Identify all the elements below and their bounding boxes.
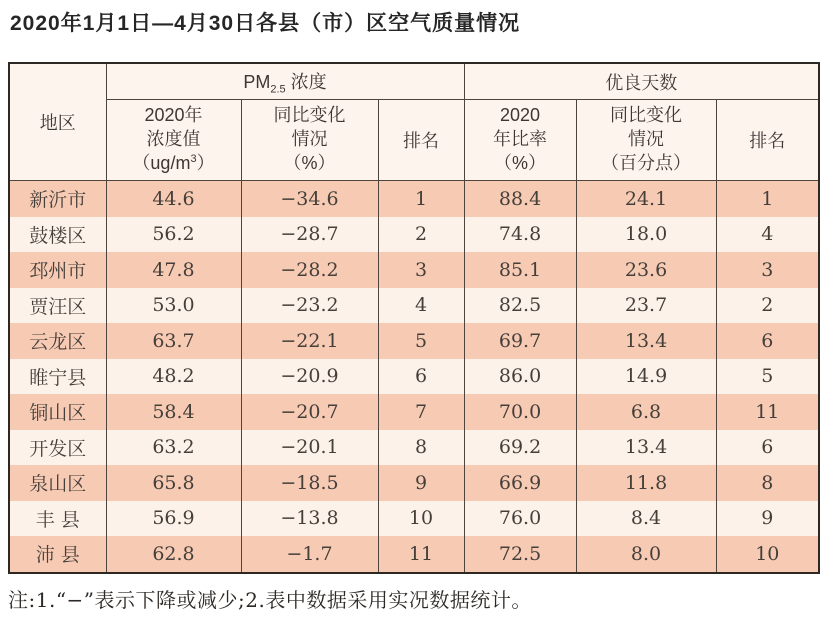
pm-value-cell: 47.8 <box>106 252 241 288</box>
good-change-cell: 24.1 <box>576 181 716 217</box>
good-rank-cell: 2 <box>716 288 819 324</box>
good-ratio-cell: 70.0 <box>464 394 576 430</box>
pm-change-cell: −34.6 <box>241 181 378 217</box>
pm-value-cell: 56.2 <box>106 217 241 253</box>
pm-value-line2: 浓度值 <box>146 129 201 150</box>
pm-rank-cell: 9 <box>378 465 464 501</box>
good-ratio-cell: 85.1 <box>464 252 576 288</box>
pm-rank-cell: 8 <box>378 430 464 466</box>
col-header-good-change <box>576 100 716 181</box>
pm-change-cell: −1.7 <box>241 536 378 573</box>
pm-subscript: 2.5 <box>270 83 286 96</box>
pm-rank-cell: 7 <box>378 394 464 430</box>
pm-suffix-label: 浓度 <box>285 71 327 92</box>
good-ratio-cell: 72.5 <box>464 536 576 573</box>
pm-rank-cell: 4 <box>378 288 464 324</box>
group-header-row <box>9 63 819 100</box>
table-row <box>9 394 819 430</box>
good-change-cell: 11.8 <box>576 465 716 501</box>
table-row <box>9 288 819 324</box>
pm-value-cell: 44.6 <box>106 181 241 217</box>
table-row <box>9 536 819 573</box>
pm-rank-cell: 11 <box>378 536 464 573</box>
good-change-cell: 8.0 <box>576 536 716 573</box>
table-row <box>9 323 819 359</box>
pm-value-cell: 58.4 <box>106 394 241 430</box>
pm-value-cell: 48.2 <box>106 359 241 395</box>
good-ratio-cell: 82.5 <box>464 288 576 324</box>
good-change-cell: 23.6 <box>576 252 716 288</box>
region-cell: 邳州市 <box>9 252 106 288</box>
table-row <box>9 430 819 466</box>
pm-value-cell: 63.2 <box>106 430 241 466</box>
pm-value-line1: 2020年 <box>144 105 203 126</box>
pm-change-cell: −20.9 <box>241 359 378 395</box>
good-change-unit: （百分点） <box>601 152 692 173</box>
table-row <box>9 217 819 253</box>
col-header-good-ratio <box>464 100 576 181</box>
region-cell: 泉山区 <box>9 465 106 501</box>
good-rank-cell: 9 <box>716 501 819 537</box>
good-change-cell: 13.4 <box>576 323 716 359</box>
good-ratio-cell: 69.2 <box>464 430 576 466</box>
pm-rank-cell: 10 <box>378 501 464 537</box>
good-ratio-line2: 年比率 <box>493 129 548 150</box>
pm-value-cell: 53.0 <box>106 288 241 324</box>
good-ratio-cell: 76.0 <box>464 501 576 537</box>
good-rank-cell: 10 <box>716 536 819 573</box>
region-cell: 沛 县 <box>9 536 106 573</box>
good-ratio-cell: 66.9 <box>464 465 576 501</box>
region-cell: 丰 县 <box>9 501 106 537</box>
pm-change-cell: −20.1 <box>241 430 378 466</box>
good-rank-cell: 8 <box>716 465 819 501</box>
pm-rank-cell: 2 <box>378 217 464 253</box>
good-change-cell: 23.7 <box>576 288 716 324</box>
table-row <box>9 359 819 395</box>
region-cell: 鼓楼区 <box>9 217 106 253</box>
pm-rank-cell: 3 <box>378 252 464 288</box>
table-row <box>9 501 819 537</box>
region-cell: 开发区 <box>9 430 106 466</box>
pm-change-cell: −22.1 <box>241 323 378 359</box>
good-rank-cell: 3 <box>716 252 819 288</box>
region-cell: 新沂市 <box>9 181 106 217</box>
footnote: 注:1.“−”表示下降或减少;2.表中数据采用实况数据统计。 <box>8 588 532 612</box>
pm-rank-cell: 6 <box>378 359 464 395</box>
region-cell: 贾汪区 <box>9 288 106 324</box>
page-title: 2020年1月1日—4月30日各县（市）区空气质量情况 <box>10 12 521 35</box>
good-ratio-unit: （%） <box>494 152 547 173</box>
good-change-cell: 18.0 <box>576 217 716 253</box>
good-ratio-cell: 69.7 <box>464 323 576 359</box>
good-rank-cell: 6 <box>716 323 819 359</box>
pm-value-unit <box>107 152 241 176</box>
pm-value-cell: 63.7 <box>106 323 241 359</box>
good-rank-cell: 1 <box>716 181 819 217</box>
pm-unit-prefix: （ug/m <box>132 152 191 173</box>
col-header-pm-value <box>106 100 241 181</box>
pm-change-cell: −23.2 <box>241 288 378 324</box>
good-ratio-cell: 88.4 <box>464 181 576 217</box>
pm-value-cell: 65.8 <box>106 465 241 501</box>
pm-change-cell: −28.7 <box>241 217 378 253</box>
pm-unit-suffix: ） <box>196 152 215 173</box>
air-quality-table <box>8 62 820 574</box>
table-row <box>9 181 819 217</box>
good-change-cell: 8.4 <box>576 501 716 537</box>
pm-change-unit: （%） <box>283 152 336 173</box>
table-row <box>9 465 819 501</box>
region-cell: 云龙区 <box>9 323 106 359</box>
col-header-pm-change <box>241 100 378 181</box>
good-change-cell: 14.9 <box>576 359 716 395</box>
good-ratio-line1: 2020 <box>500 105 541 126</box>
pm-value-cell: 62.8 <box>106 536 241 573</box>
pm-rank-cell: 5 <box>378 323 464 359</box>
good-ratio-cell: 74.8 <box>464 217 576 253</box>
col-header-good-rank: 排名 <box>716 100 819 181</box>
pm-value-cell: 56.9 <box>106 501 241 537</box>
col-header-region: 地区 <box>9 63 106 181</box>
good-ratio-cell: 86.0 <box>464 359 576 395</box>
col-header-pm-rank: 排名 <box>378 100 464 181</box>
good-change-cell: 6.8 <box>576 394 716 430</box>
pm-change-line1: 同比变化 <box>273 105 346 126</box>
sub-header-row <box>9 100 819 181</box>
pm-rank-cell: 1 <box>378 181 464 217</box>
pm-label: PM <box>243 71 271 92</box>
pm-change-line2: 情况 <box>291 129 328 150</box>
region-cell: 铜山区 <box>9 394 106 430</box>
good-rank-cell: 6 <box>716 430 819 466</box>
pm-unit-superscript: 3 <box>190 152 197 165</box>
table-row <box>9 252 819 288</box>
good-rank-cell: 4 <box>716 217 819 253</box>
pm-change-cell: −28.2 <box>241 252 378 288</box>
pm-change-cell: −20.7 <box>241 394 378 430</box>
good-change-line1: 同比变化 <box>610 105 683 126</box>
pm-change-cell: −13.8 <box>241 501 378 537</box>
col-group-pm25 <box>106 63 464 100</box>
region-cell: 睢宁县 <box>9 359 106 395</box>
col-group-good-days: 优良天数 <box>464 63 819 100</box>
good-change-cell: 13.4 <box>576 430 716 466</box>
good-rank-cell: 11 <box>716 394 819 430</box>
good-change-line2: 情况 <box>628 129 665 150</box>
pm-change-cell: −18.5 <box>241 465 378 501</box>
good-rank-cell: 5 <box>716 359 819 395</box>
